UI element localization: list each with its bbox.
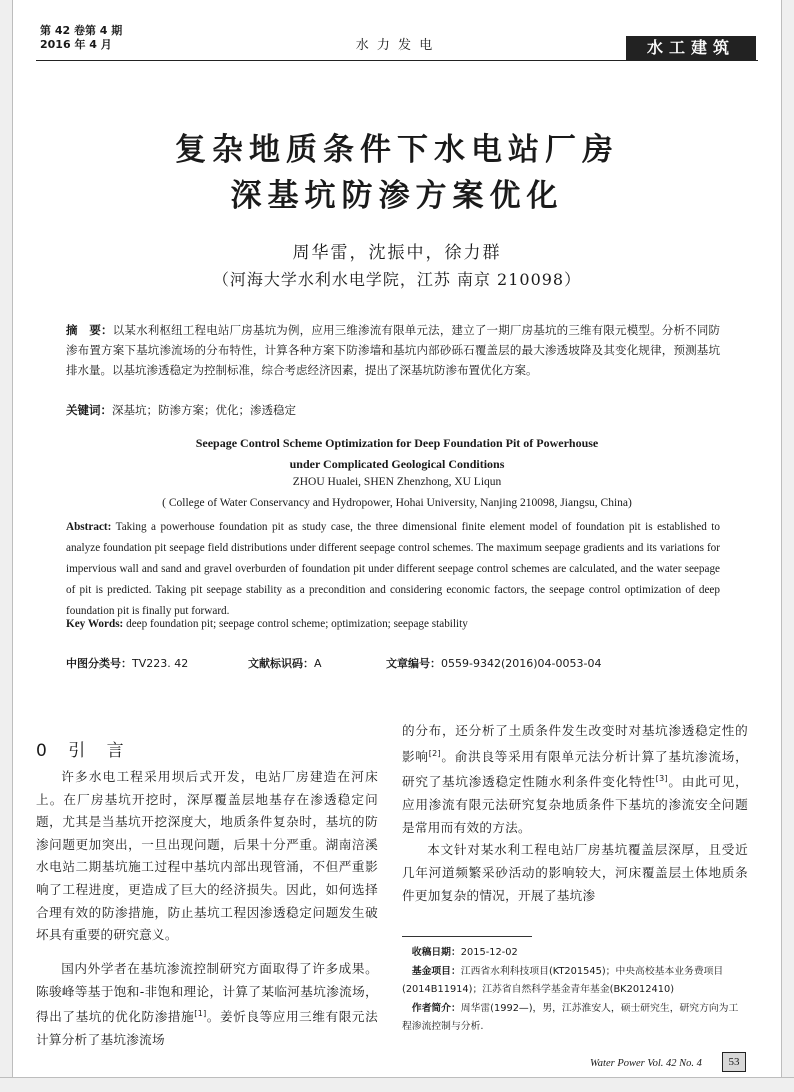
title-line-1: 复杂地质条件下水电站厂房	[175, 132, 619, 168]
fund-info	[402, 963, 748, 1000]
english-title-line-2: under Complicated Geological Conditions	[289, 457, 505, 471]
english-abstract	[66, 517, 720, 622]
citation-ref: [2]	[428, 748, 441, 758]
paragraph-text: 国内外学者在基坑渗流控制研究方面取得了许多成果。陈骏峰等基于饱和-非饱和理论，计算了某临河基坑渗流场，得出了基坑的优化防渗措施	[36, 961, 378, 1025]
section-heading: 0 引 言	[36, 741, 132, 761]
section-tag: 水工建筑	[626, 36, 756, 60]
footnote-rule	[402, 936, 532, 937]
abstract-cn-text: 以某水利枢纽工程电站厂房基坑为例，应用三维渗流有限单元法，建立了一期厂房基坑的三维有限元模型。分析不同防渗布置方案下基坑渗流场的分布特性，计算各种方案下防渗墙和基坑内部砂砾石覆盖层的最大渗透坡降及其变化规律，预测基坑排水量。以基坑渗透稳定为控制标准，综合考虑经济因素，提出了深基坑防渗布置优化方案。	[66, 323, 721, 377]
author-info	[402, 1000, 748, 1037]
english-title-line-1: Seepage Control Scheme Optimization for Deep Foundation Pit of Powerhouse	[195, 436, 599, 450]
body-right-column	[402, 720, 748, 907]
keywords-cn-label: 关键词：	[66, 403, 112, 417]
abstract-cn-label: 摘 要：	[66, 323, 113, 337]
english-abstract-label: Abstract:	[66, 521, 112, 533]
footer-journal: Water Power Vol. 42 No. 4	[590, 1058, 702, 1069]
article-label: 文章编号：	[386, 657, 441, 670]
body-paragraph-1	[36, 766, 378, 947]
paragraph-text: 。俞洪良等采用有限单元法分析计算了基坑渗流场，研究了基坑渗透稳定性随水利条件变化特性	[402, 748, 748, 790]
paragraph-text: 。姜忻良等应用三维有限元法计算分析了基坑渗流场	[36, 1009, 378, 1047]
affiliation: （河海大学水利水电学院，江苏 南京 210098）	[212, 270, 582, 289]
keywords-cn	[66, 402, 720, 418]
clc-label: 中图分类号：	[66, 657, 132, 670]
english-keywords-label: Key Words:	[66, 618, 124, 630]
authors: 周华雷，沈振中，徐力群	[292, 243, 502, 263]
author-value: 周华雷(1992—)，男，江苏淮安人，硕士研究生，研究方向为工程渗流控制与分析.	[402, 1002, 739, 1032]
doc-label: 文献标识码：	[248, 657, 314, 670]
english-abstract-text: Taking a powerhouse foundation pit as study case, the three dimensional finite element model of foundation pit is established to analyze foundation pit seepage field distributions under different seepage control schemes. The maximum seepage gradients and its variations for impervious wall and sand and gravel overburden of foundation pit under different seepage control schemes are calculated, and the water seepage of pit is predicted. Taking pit seepage stability as a precondition and considering economic factors, the seepage control optimization of deep foundation pit is finally put forward.	[66, 521, 720, 617]
keywords-cn-text: 深基坑；防渗方案；优化；渗透稳定	[112, 403, 296, 417]
received-date	[402, 944, 748, 963]
paragraph-text: 许多水电工程采用坝后式开发，电站厂房建造在河床上。在厂房基坑开挖时，深厚覆盖层地基存在渗透稳定问题，尤其是当基坑开挖深度大，地质条件复杂时，基坑的防渗问题更加突出，一旦出现问题，后果十分严重。湖南涪溪水电站二期基坑施工过程中基坑内部出现管涌，不但严重影响了工程进度，更造成了巨大的经济损失。因此，如何选择合理有效的防渗措施，防止基坑工程因渗透稳定问题发生破坏具有重要的研究意义。	[36, 769, 378, 943]
document-code	[248, 655, 322, 671]
english-affiliation: ( College of Water Conservancy and Hydropower, Hohai University, Nanjing 210098, Jiangsu, China)	[162, 497, 632, 509]
paragraph-text: 。由此可见，应用渗流有限元法研究复杂地质条件下基坑的渗流安全问题是常用而有效的方法。	[402, 774, 748, 835]
english-authors: ZHOU Hualei, SHEN Zhenzhong, XU Liqun	[292, 476, 502, 488]
received-value: 2015-12-02	[460, 947, 518, 958]
received-label: 收稿日期：	[411, 947, 461, 958]
author-label: 作者简介：	[411, 1002, 461, 1014]
issue-info	[40, 24, 122, 52]
journal-name: 水 力 发 电	[355, 38, 435, 53]
paragraph-text: 本文针对某水利工程电站厂房基坑覆盖层深厚，且受近几年河道频繁采砂活动的影响较大，河床覆盖层土体地质条件更加复杂的情况，开展了基坑渗	[402, 842, 748, 903]
issue-date: 2016 年 4 月	[40, 38, 112, 51]
abstract-cn	[66, 320, 720, 380]
citation-ref: [1]	[194, 1009, 207, 1019]
page-edge-bottom	[0, 1077, 794, 1092]
paragraph-text: 的分布，还分析了土质条件发生改变时对基坑渗透稳定性的影响	[402, 723, 748, 764]
fund-value: 江西省水利科技项目(KT201545)；中央高校基本业务费项目(2014B11914)；江苏省自然科学基金青年基金(BK2012410)	[402, 965, 724, 995]
page-edge-right	[781, 0, 794, 1092]
page-number: 53	[722, 1052, 746, 1072]
body-paragraph-2	[36, 958, 378, 1052]
clc-number	[66, 655, 188, 671]
fund-label: 基金项目：	[411, 965, 461, 977]
title-line-2: 深基坑防渗方案优化	[230, 178, 564, 214]
page-edge-left	[0, 0, 13, 1092]
volume: 第 42 卷第 4 期	[40, 24, 123, 37]
footnotes	[402, 944, 748, 1037]
citation-ref: [3]	[655, 774, 668, 784]
article-number	[386, 655, 601, 671]
doc-value: A	[314, 657, 322, 670]
english-keywords-text: deep foundation pit; seepage control scheme; optimization; seepage stability	[126, 618, 468, 630]
clc-value: TV223. 42	[132, 657, 189, 670]
header-rule	[36, 60, 758, 61]
article-value: 0559-9342(2016)04-0053-04	[441, 657, 602, 670]
english-keywords	[66, 616, 720, 632]
